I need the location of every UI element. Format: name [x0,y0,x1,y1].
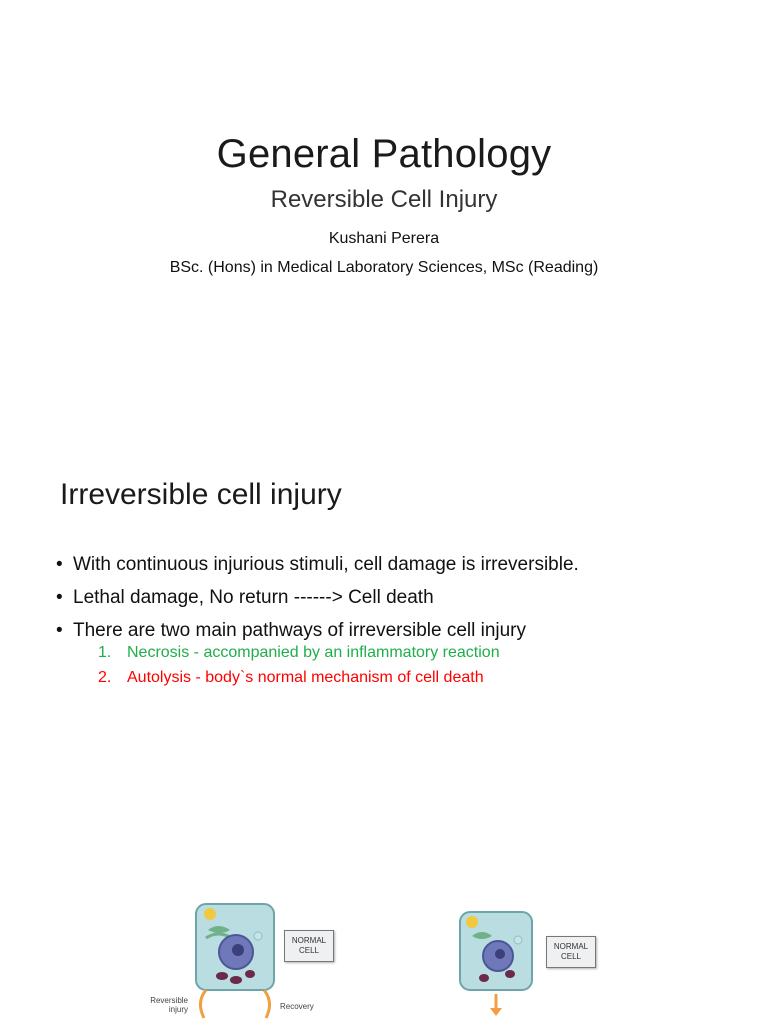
pathway-item-necrosis [98,640,500,665]
slide-heading: Irreversible cell injury [60,478,342,511]
pathway-list [98,640,500,690]
pathway-item-autolysis [98,665,500,690]
content-slide [0,440,768,840]
illustration-slide [0,860,768,1024]
bullet-text: There are two main pathways of irreversible cell injury [73,620,527,641]
list-text: Autolysis - body`s normal mechanism of cell death [127,669,484,686]
bullet-icon: • [56,587,63,608]
presentation-subtitle: Reversible Cell Injury [270,186,498,213]
normal-cell-illustration-left [190,900,280,1024]
reversible-injury-label: Reversible injury [150,996,188,1014]
recovery-label: Recovery [280,1002,314,1011]
normal-cell-label-left: NORMAL CELL [284,930,334,962]
bullet-item [56,548,579,581]
bullet-text: Lethal damage, No return ------> Cell death [73,587,434,608]
bullet-text: With continuous injurious stimuli, cell damage is irreversible. [73,554,579,575]
bullet-icon: • [56,554,63,575]
bullet-item [56,581,579,614]
presentation-title: General Pathology [216,132,552,176]
title-slide [0,0,768,440]
normal-cell-illustration-right [456,908,536,1024]
normal-cell-label-right: NORMAL CELL [546,936,596,968]
bullet-list [56,548,579,647]
author-name: Kushani Perera [328,230,440,247]
list-number: 1. [98,644,112,661]
list-number: 2. [98,669,112,686]
list-text: Necrosis - accompanied by an inflammatory reaction [127,644,500,661]
author-credentials: BSc. (Hons) in Medical Laboratory Sciences, MSc (Reading) [169,259,599,276]
bullet-icon: • [56,620,63,641]
